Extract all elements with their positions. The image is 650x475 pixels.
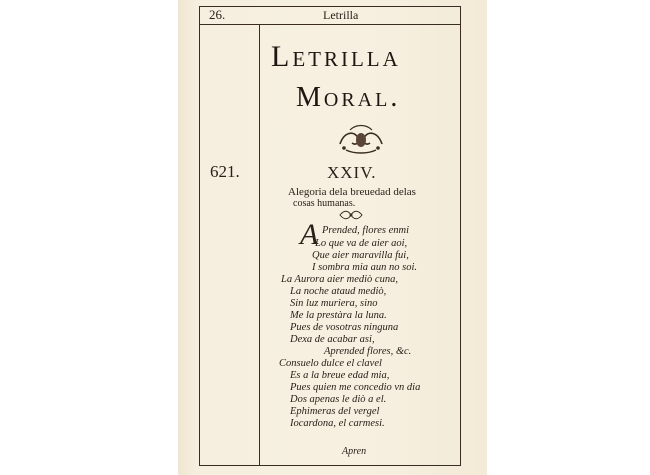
title-line-2: Moral. [296, 82, 401, 113]
poem-line-8: Me la prestàra la luna. [290, 310, 387, 321]
poem-line-4: I sombra mia aun no soi. [312, 262, 418, 273]
poem-line-11: Aprended flores, &c. [324, 346, 412, 357]
top-rule [199, 6, 461, 7]
poem-line-7: Sin luz muriera, sino [290, 298, 378, 309]
poem-line-15: Dos apenas le diò a el. [290, 394, 387, 405]
left-frame-rule [199, 6, 200, 466]
poem-line-14: Pues quien me concedio vn dia [290, 382, 421, 393]
poem-line-12: Consuelo dulce el clavel [279, 358, 382, 369]
right-frame-rule [460, 6, 461, 466]
manuscript-page [178, 0, 487, 475]
header-rule [199, 24, 461, 25]
section-subtitle-line-1: Alegoria dela breuedad delas [288, 186, 416, 198]
section-numeral: XXIV. [327, 163, 377, 182]
poem-line-1: Prended, flores enmi [322, 225, 409, 236]
small-fleuron-icon [338, 210, 364, 220]
poem-line-13: Es a la breue edad mia, [290, 370, 390, 381]
poem-line-5: La Aurora aier mediò cuna, [281, 274, 398, 285]
margin-rule [259, 24, 260, 466]
poem-line-2: Lo que va de aier aoi, [315, 238, 408, 249]
bottom-rule [199, 465, 461, 466]
poem-line-17: Iocardona, el carmesi. [290, 418, 385, 429]
title-line-1: Letrilla [271, 40, 401, 73]
margin-number: 621. [210, 162, 240, 181]
drop-cap: A [300, 218, 319, 251]
floral-ornament-icon [336, 124, 386, 156]
poem-line-3: Que aier maravilla fui, [312, 250, 409, 261]
poem-line-6: La noche ataud mediò, [290, 286, 387, 297]
running-title: Letrilla [323, 8, 359, 22]
page-number: 26. [209, 7, 226, 22]
catchword: Apren [342, 446, 367, 457]
poem-line-9: Pues de vosotras ninguna [290, 322, 399, 333]
section-subtitle-line-2: cosas humanas. [293, 198, 356, 209]
poem-line-16: Ephimeras del vergel [290, 406, 380, 417]
poem-line-10: Dexa de acabar asi, [290, 334, 375, 345]
